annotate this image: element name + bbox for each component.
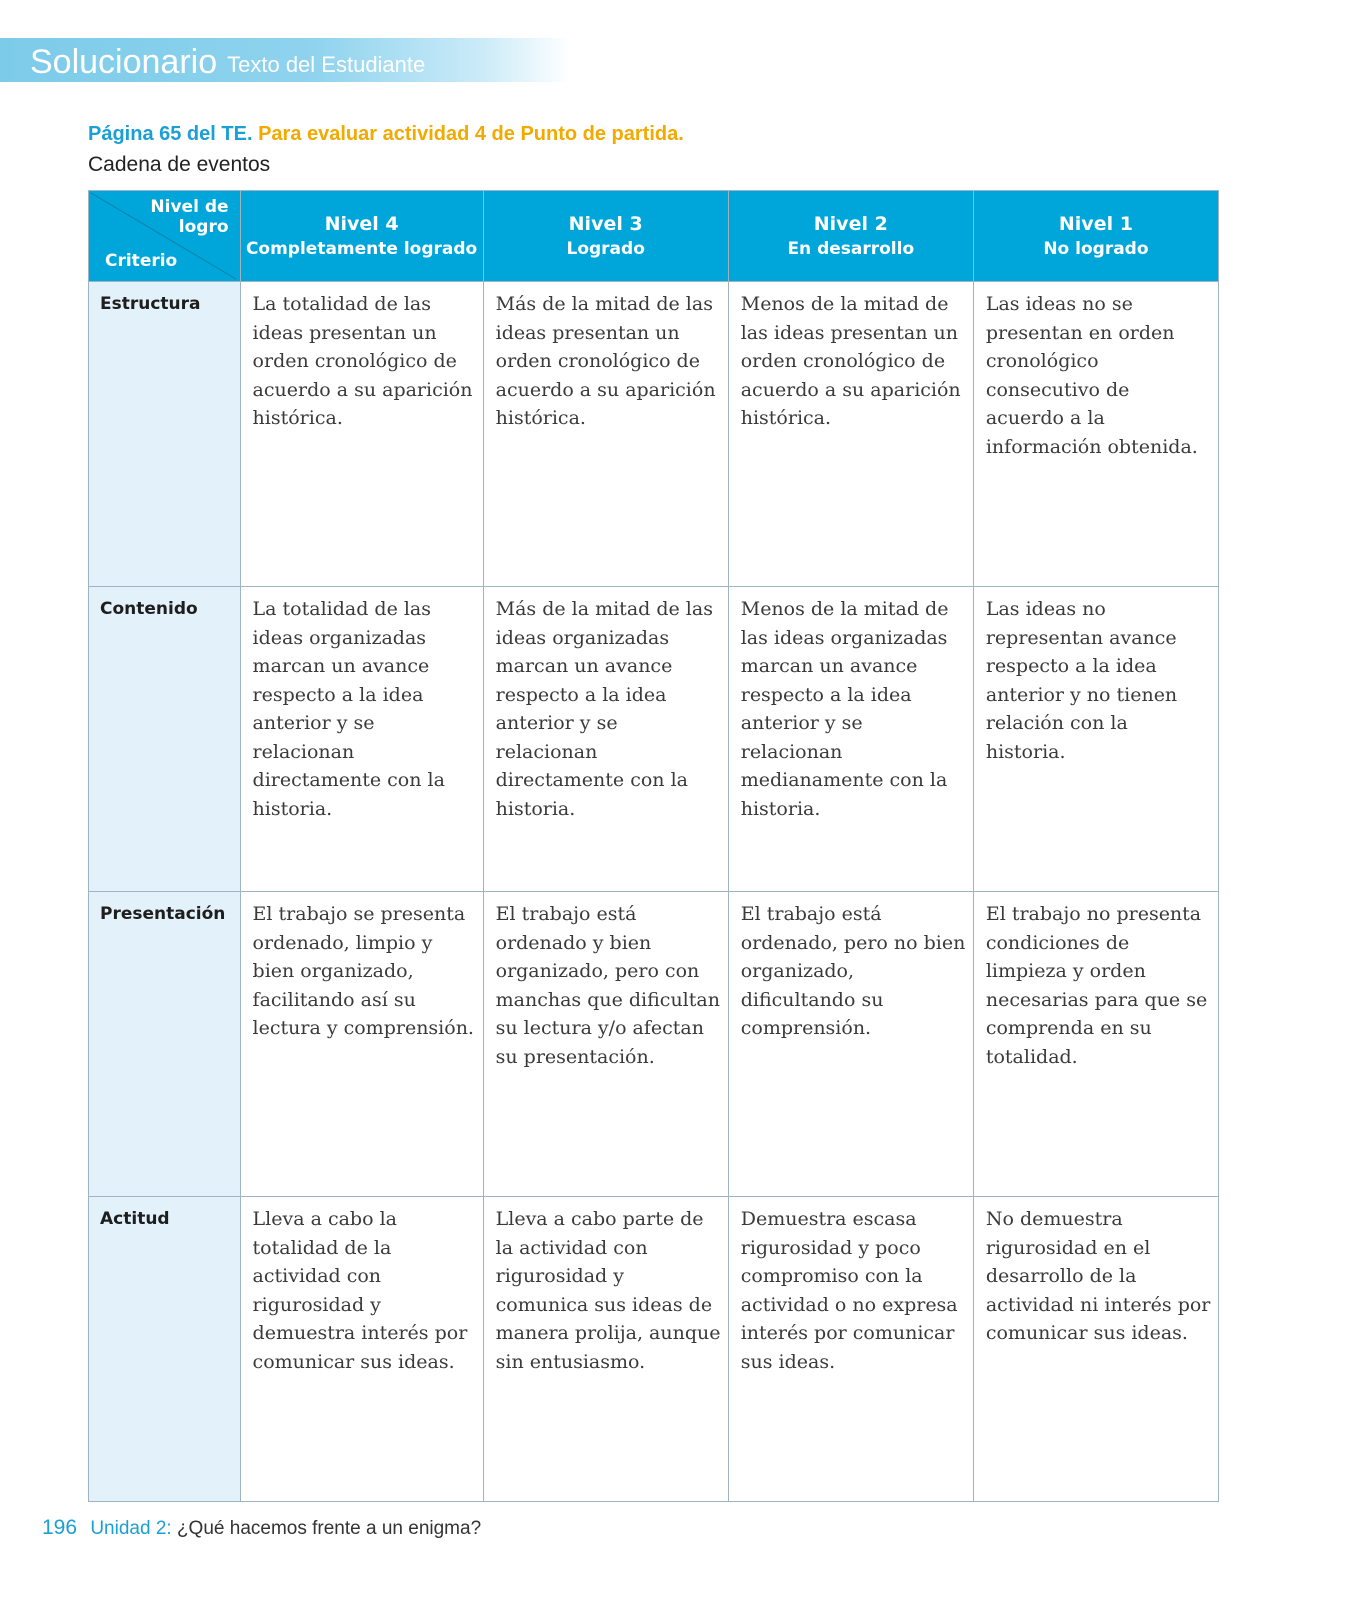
rubric-cell: El trabajo se presenta ordenado, limpio y bien organizado, facilitando así su lectura y comprensión. xyxy=(240,892,483,1197)
rubric-cell: Más de la mitad de las ideas presentan un orden cronológico de acuerdo a su aparición histórica. xyxy=(483,282,728,587)
level-description: En desarrollo xyxy=(787,239,915,259)
rubric-cell: La totalidad de las ideas organizadas marcan un avance respecto a la idea anterior y se relacionan directamente con la historia. xyxy=(240,587,483,892)
criterion-cell: Presentación xyxy=(89,892,241,1197)
rubric-row xyxy=(89,892,1219,1197)
rubric-cell: Menos de la mitad de las ideas presentan un orden cronológico de acuerdo a su aparición histórica. xyxy=(728,282,973,587)
page-number: 196 xyxy=(42,1516,78,1539)
rubric-header-row xyxy=(89,191,1219,282)
level-header xyxy=(240,191,483,282)
corner-level-label xyxy=(150,197,228,237)
corner-header xyxy=(89,191,241,282)
corner-criterion-label: Criterio xyxy=(105,251,178,271)
rubric-cell: El trabajo está ordenado y bien organizado, pero con manchas que dificultan su lectura y/o afectan su presentación. xyxy=(483,892,728,1197)
activity-purpose: Para evaluar actividad 4 de Punto de partida. xyxy=(258,123,684,145)
level-description: Logrado xyxy=(566,239,645,259)
level-header xyxy=(728,191,973,282)
corner-level-line-2: logro xyxy=(178,217,229,237)
level-name: Nivel 3 xyxy=(568,213,643,235)
activity-heading xyxy=(88,123,684,146)
rubric-table xyxy=(88,190,1219,1502)
rubric-title: Cadena de eventos xyxy=(88,153,271,176)
banner-subtitle: Texto del Estudiante xyxy=(227,52,426,77)
level-header xyxy=(483,191,728,282)
rubric-cell: La totalidad de las ideas presentan un orden cronológico de acuerdo a su aparición histórica. xyxy=(240,282,483,587)
level-name: Nivel 1 xyxy=(1058,213,1133,235)
rubric-cell: Lleva a cabo parte de la actividad con rigurosidad y comunica sus ideas de manera prolija, aunque sin entusiasmo. xyxy=(483,1197,728,1502)
page-reference: Página 65 del TE. xyxy=(88,123,253,145)
rubric-cell: Las ideas no representan avance respecto a la idea anterior y no tienen relación con la historia. xyxy=(973,587,1218,892)
level-description: No logrado xyxy=(1043,239,1149,259)
unit-title: ¿Qué hacemos frente a un enigma? xyxy=(176,1518,482,1539)
rubric-row xyxy=(89,282,1219,587)
rubric-row xyxy=(89,587,1219,892)
rubric-cell: Menos de la mitad de las ideas organizadas marcan un avance respecto a la idea anterior y se relacionan medianamente con la historia. xyxy=(728,587,973,892)
rubric-cell: No demuestra rigurosidad en el desarrollo de la actividad ni interés por comunicar sus ideas. xyxy=(973,1197,1218,1502)
rubric-cell: Las ideas no se presentan en orden cronológico consecutivo de acuerdo a la información obtenida. xyxy=(973,282,1218,587)
level-description: Completamente logrado xyxy=(245,239,478,259)
level-name: Nivel 4 xyxy=(324,213,399,235)
solucionario-banner xyxy=(0,38,570,82)
unit-label: Unidad 2: xyxy=(90,1518,172,1539)
rubric-cell: Demuestra escasa rigurosidad y poco compromiso con la actividad o no expresa interés por comunicar sus ideas. xyxy=(728,1197,973,1502)
rubric-cell: Lleva a cabo la totalidad de la actividad con rigurosidad y demuestra interés por comunicar sus ideas. xyxy=(240,1197,483,1502)
rubric-row xyxy=(89,1197,1219,1502)
rubric-cell: El trabajo está ordenado, pero no bien organizado, dificultando su comprensión. xyxy=(728,892,973,1197)
criterion-cell: Contenido xyxy=(89,587,241,892)
level-header xyxy=(973,191,1218,282)
criterion-cell: Estructura xyxy=(89,282,241,587)
criterion-cell: Actitud xyxy=(89,1197,241,1502)
rubric-cell: Más de la mitad de las ideas organizadas marcan un avance respecto a la idea anterior y se relacionan directamente con la historia. xyxy=(483,587,728,892)
rubric-cell: El trabajo no presenta condiciones de limpieza y orden necesarias para que se comprenda en su totalidad. xyxy=(973,892,1218,1197)
banner-title: Solucionario xyxy=(30,43,218,81)
level-name: Nivel 2 xyxy=(813,213,888,235)
page-footer xyxy=(42,1516,481,1540)
corner-level-line-1: Nivel de xyxy=(150,197,229,217)
